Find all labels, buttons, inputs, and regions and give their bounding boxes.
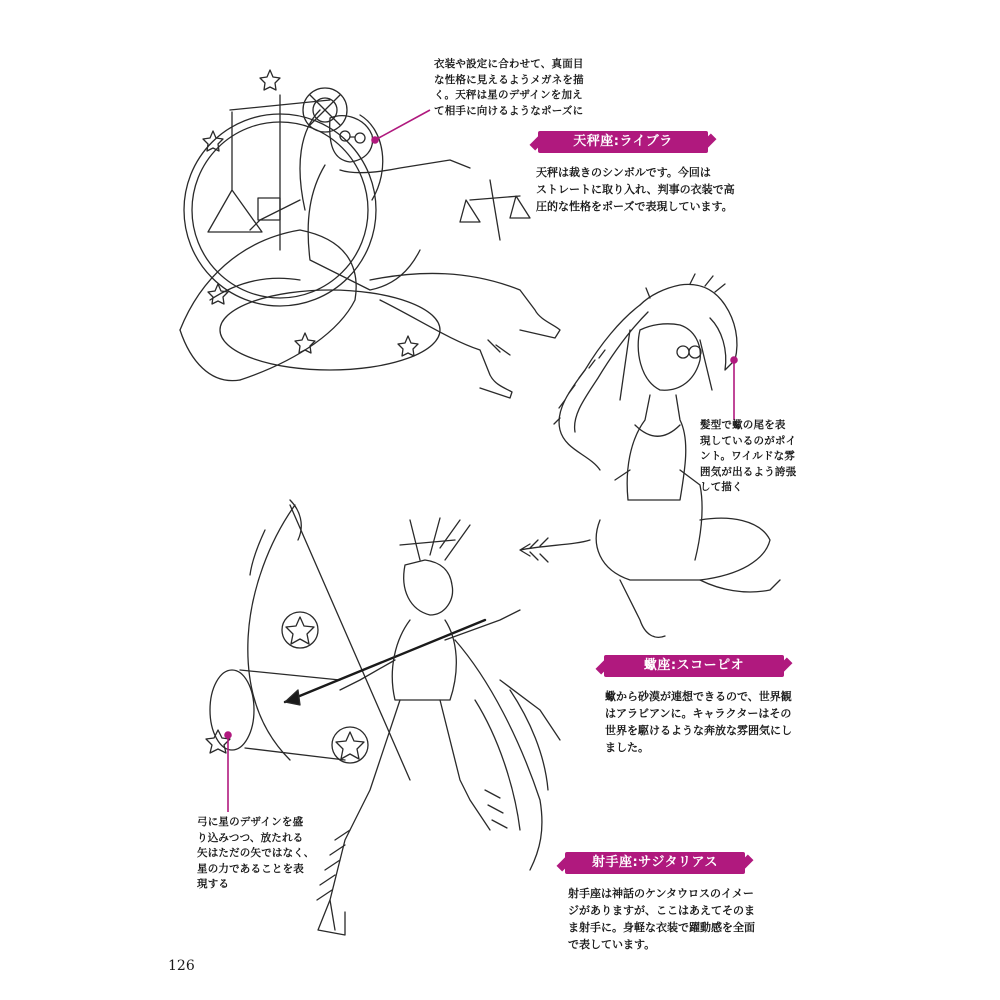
scorpio-annotation: 髪型で蠍の尾を表 現しているのがポイ ント。ワイルドな雰 囲気が出るよう誇張 して描く [700,419,797,493]
libra-description: 天秤は裁きのシンボルです。今回は ストレートに取り入れ、判事の衣装で高 圧的な性格をポーズで表現しています。 [536,166,735,213]
libra-illustration [180,70,560,398]
scorpio-description: 蠍から砂漠が連想できるので、世界観 はアラビアンに。キャラクターはその 世界を駆けるような奔放な雰囲気にし ました。 [605,690,792,754]
libra-banner: 天秤座:ライブラ [538,131,708,153]
sagittarius-banner: 射手座:サジタリアス [565,852,745,874]
sagittarius-annotation: 弓に星のデザインを盛 り込みつつ、放たれる 矢はただの矢ではなく、 星の力であることを表 現する [197,816,315,890]
scorpio-banner: 蠍座:スコーピオ [604,655,784,677]
page-number: 126 [168,958,195,974]
sagittarius-description: 射手座は神話のケンタウロスのイメー ジがありますが、ここはあえてそのま ま射手に。身軽な衣装で躍動感を全面 で表しています。 [568,887,755,951]
libra-annotation: 衣装や設定に合わせて、真面目 な性格に見えるようメガネを描 く。天秤は星のデザインを加え て相手に向けるようなポーズに [434,58,584,117]
